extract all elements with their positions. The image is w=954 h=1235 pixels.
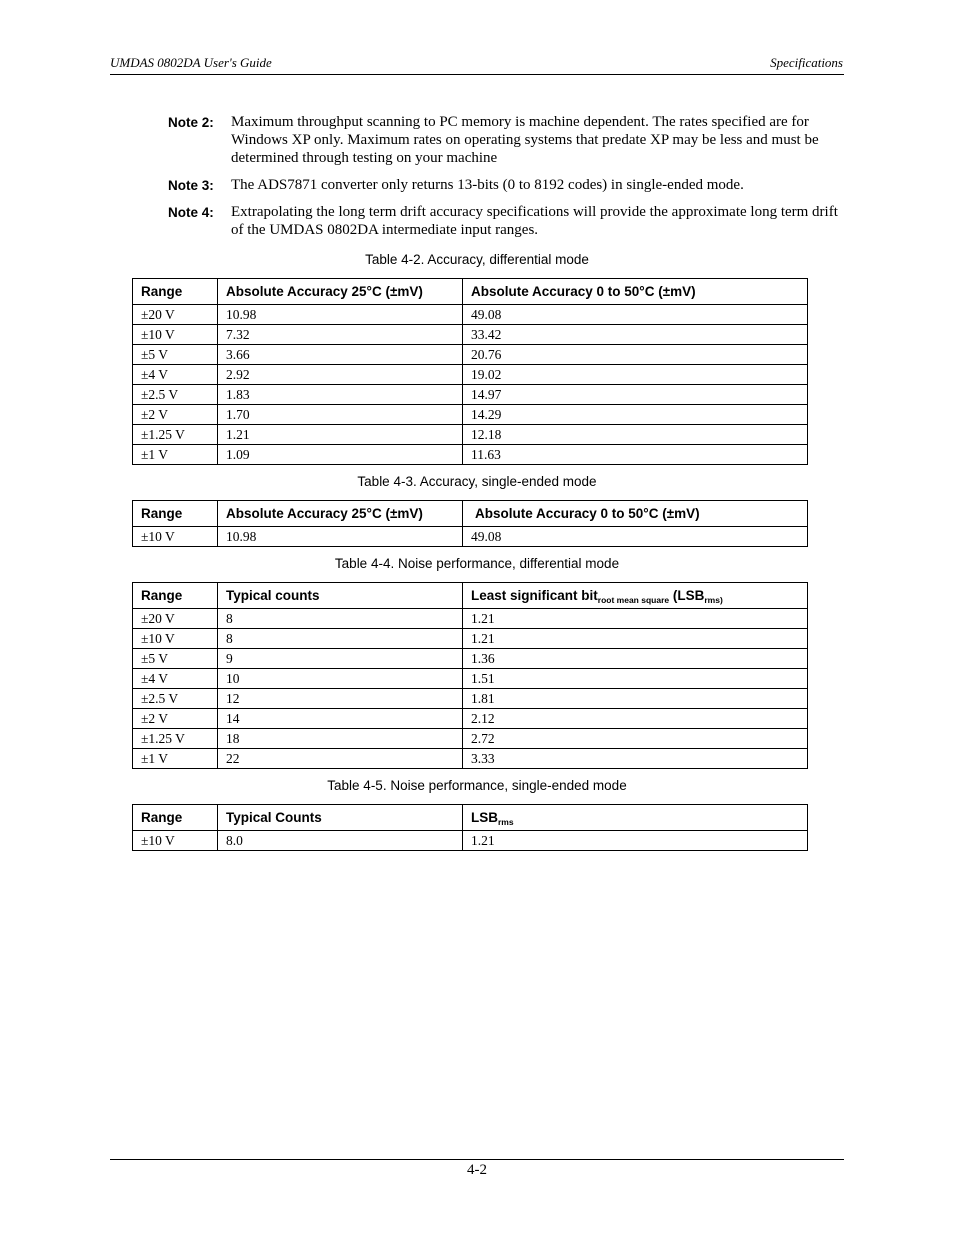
note-text: Maximum throughput scanning to PC memory is machine dependent. The rates specified are for Windows XP only. Maximum rates on operating systems that predate XP may be less and must be determined through testing on your machine: [231, 114, 819, 166]
note-label: Note 4:: [168, 205, 214, 220]
value-cell: 1.70: [218, 405, 463, 425]
page-header: [110, 54, 844, 75]
table-row: [133, 385, 808, 405]
value-cell: 1.81: [463, 689, 808, 709]
value-cell: 1.21: [463, 629, 808, 649]
range-cell: ±1.25 V: [133, 729, 218, 749]
column-header: Range: [133, 501, 218, 527]
column-header: Absolute Accuracy 0 to 50°C (±mV): [463, 279, 808, 305]
range-cell: ±2 V: [133, 405, 218, 425]
value-cell: 2.72: [463, 729, 808, 749]
value-cell: 8.0: [218, 831, 463, 851]
header-section: Specifications: [770, 55, 843, 70]
table-header-row: [133, 805, 808, 831]
range-cell: ±5 V: [133, 345, 218, 365]
noise-differential-table: [132, 582, 808, 769]
range-cell: ±10 V: [133, 831, 218, 851]
header-subscript: rms: [498, 817, 514, 827]
value-cell: 9: [218, 649, 463, 669]
value-cell: 33.42: [463, 325, 808, 345]
range-cell: ±5 V: [133, 649, 218, 669]
value-cell: 2.92: [218, 365, 463, 385]
table-row: [133, 669, 808, 689]
table-row: [133, 749, 808, 769]
table-row: [133, 709, 808, 729]
table-header-row: [133, 501, 808, 527]
value-cell: 1.09: [218, 445, 463, 465]
column-header-lsb: [463, 805, 808, 831]
range-cell: ±2 V: [133, 709, 218, 729]
value-cell: 3.66: [218, 345, 463, 365]
header-subscript: rms): [704, 595, 723, 605]
table-caption: Table 4-2. Accuracy, differential mode: [365, 252, 589, 267]
range-cell: ±10 V: [133, 325, 218, 345]
value-cell: 3.33: [463, 749, 808, 769]
table-header-row: [133, 583, 808, 609]
table-row: [133, 527, 808, 547]
value-cell: 14.97: [463, 385, 808, 405]
note-label: Note 2:: [168, 115, 214, 130]
range-cell: ±4 V: [133, 365, 218, 385]
value-cell: 2.12: [463, 709, 808, 729]
value-cell: 20.76: [463, 345, 808, 365]
value-cell: 8: [218, 629, 463, 649]
value-cell: 10.98: [218, 527, 463, 547]
column-header: Absolute Accuracy 25°C (±mV): [218, 279, 463, 305]
table-row: [133, 831, 808, 851]
range-cell: ±1.25 V: [133, 425, 218, 445]
column-header: Range: [133, 805, 218, 831]
table-row: [133, 729, 808, 749]
note-3: [168, 176, 838, 194]
header-main: LSB: [471, 810, 498, 825]
column-header: Absolute Accuracy 0 to 50°C (±mV): [463, 501, 808, 527]
table-row: [133, 689, 808, 709]
range-cell: ±4 V: [133, 669, 218, 689]
header-main: Least significant bit: [471, 588, 598, 603]
page-number: 4-2: [467, 1162, 487, 1178]
note-label: Note 3:: [168, 178, 214, 193]
noise-single-ended-table: [132, 804, 808, 851]
table-row: [133, 445, 808, 465]
page-footer: [110, 1159, 844, 1178]
table-caption: Table 4-4. Noise performance, differential mode: [334, 556, 620, 571]
value-cell: 19.02: [463, 365, 808, 385]
table-caption: Table 4-5. Noise performance, single-ended mode: [327, 778, 627, 793]
note-text: Extrapolating the long term drift accuracy specifications will provide the approximate long term drift of the UMDAS 0802DA intermediate input ranges.: [231, 204, 838, 238]
value-cell: 1.51: [463, 669, 808, 689]
value-cell: 7.32: [218, 325, 463, 345]
column-header: Range: [133, 583, 218, 609]
value-cell: 11.63: [463, 445, 808, 465]
value-cell: 14: [218, 709, 463, 729]
value-cell: 10: [218, 669, 463, 689]
header-subscript: root mean square: [597, 595, 670, 605]
table-row: [133, 629, 808, 649]
value-cell: 8: [218, 609, 463, 629]
table-row: [133, 365, 808, 385]
value-cell: 12: [218, 689, 463, 709]
table-row: [133, 649, 808, 669]
range-cell: ±20 V: [133, 305, 218, 325]
table-row: [133, 405, 808, 425]
value-cell: 1.21: [218, 425, 463, 445]
value-cell: 10.98: [218, 305, 463, 325]
header-paren: (LSB: [669, 588, 705, 603]
note-4: [168, 203, 838, 239]
table-row: [133, 325, 808, 345]
column-header: Range: [133, 279, 218, 305]
table-header-row: [133, 279, 808, 305]
value-cell: 1.21: [463, 831, 808, 851]
value-cell: 14.29: [463, 405, 808, 425]
range-cell: ±2.5 V: [133, 689, 218, 709]
value-cell: 22: [218, 749, 463, 769]
table-row: [133, 305, 808, 325]
header-title: UMDAS 0802DA User's Guide: [110, 55, 272, 70]
value-cell: 1.83: [218, 385, 463, 405]
note-2: [168, 113, 838, 167]
accuracy-single-ended-table: [132, 500, 808, 547]
range-cell: ±1 V: [133, 445, 218, 465]
range-cell: ±2.5 V: [133, 385, 218, 405]
column-header: Typical Counts: [218, 805, 463, 831]
value-cell: 18: [218, 729, 463, 749]
range-cell: ±10 V: [133, 527, 218, 547]
value-cell: 12.18: [463, 425, 808, 445]
table-caption: Table 4-3. Accuracy, single-ended mode: [357, 474, 597, 489]
range-cell: ±10 V: [133, 629, 218, 649]
table-row: [133, 425, 808, 445]
value-cell: 1.36: [463, 649, 808, 669]
column-header-lsb: [463, 583, 808, 609]
table-row: [133, 345, 808, 365]
value-cell: 1.21: [463, 609, 808, 629]
value-cell: 49.08: [463, 305, 808, 325]
column-header: Absolute Accuracy 25°C (±mV): [218, 501, 463, 527]
range-cell: ±1 V: [133, 749, 218, 769]
range-cell: ±20 V: [133, 609, 218, 629]
column-header: Typical counts: [218, 583, 463, 609]
accuracy-differential-table: [132, 278, 808, 465]
value-cell: 49.08: [463, 527, 808, 547]
table-row: [133, 609, 808, 629]
note-text: The ADS7871 converter only returns 13-bits (0 to 8192 codes) in single-ended mode.: [231, 177, 744, 193]
